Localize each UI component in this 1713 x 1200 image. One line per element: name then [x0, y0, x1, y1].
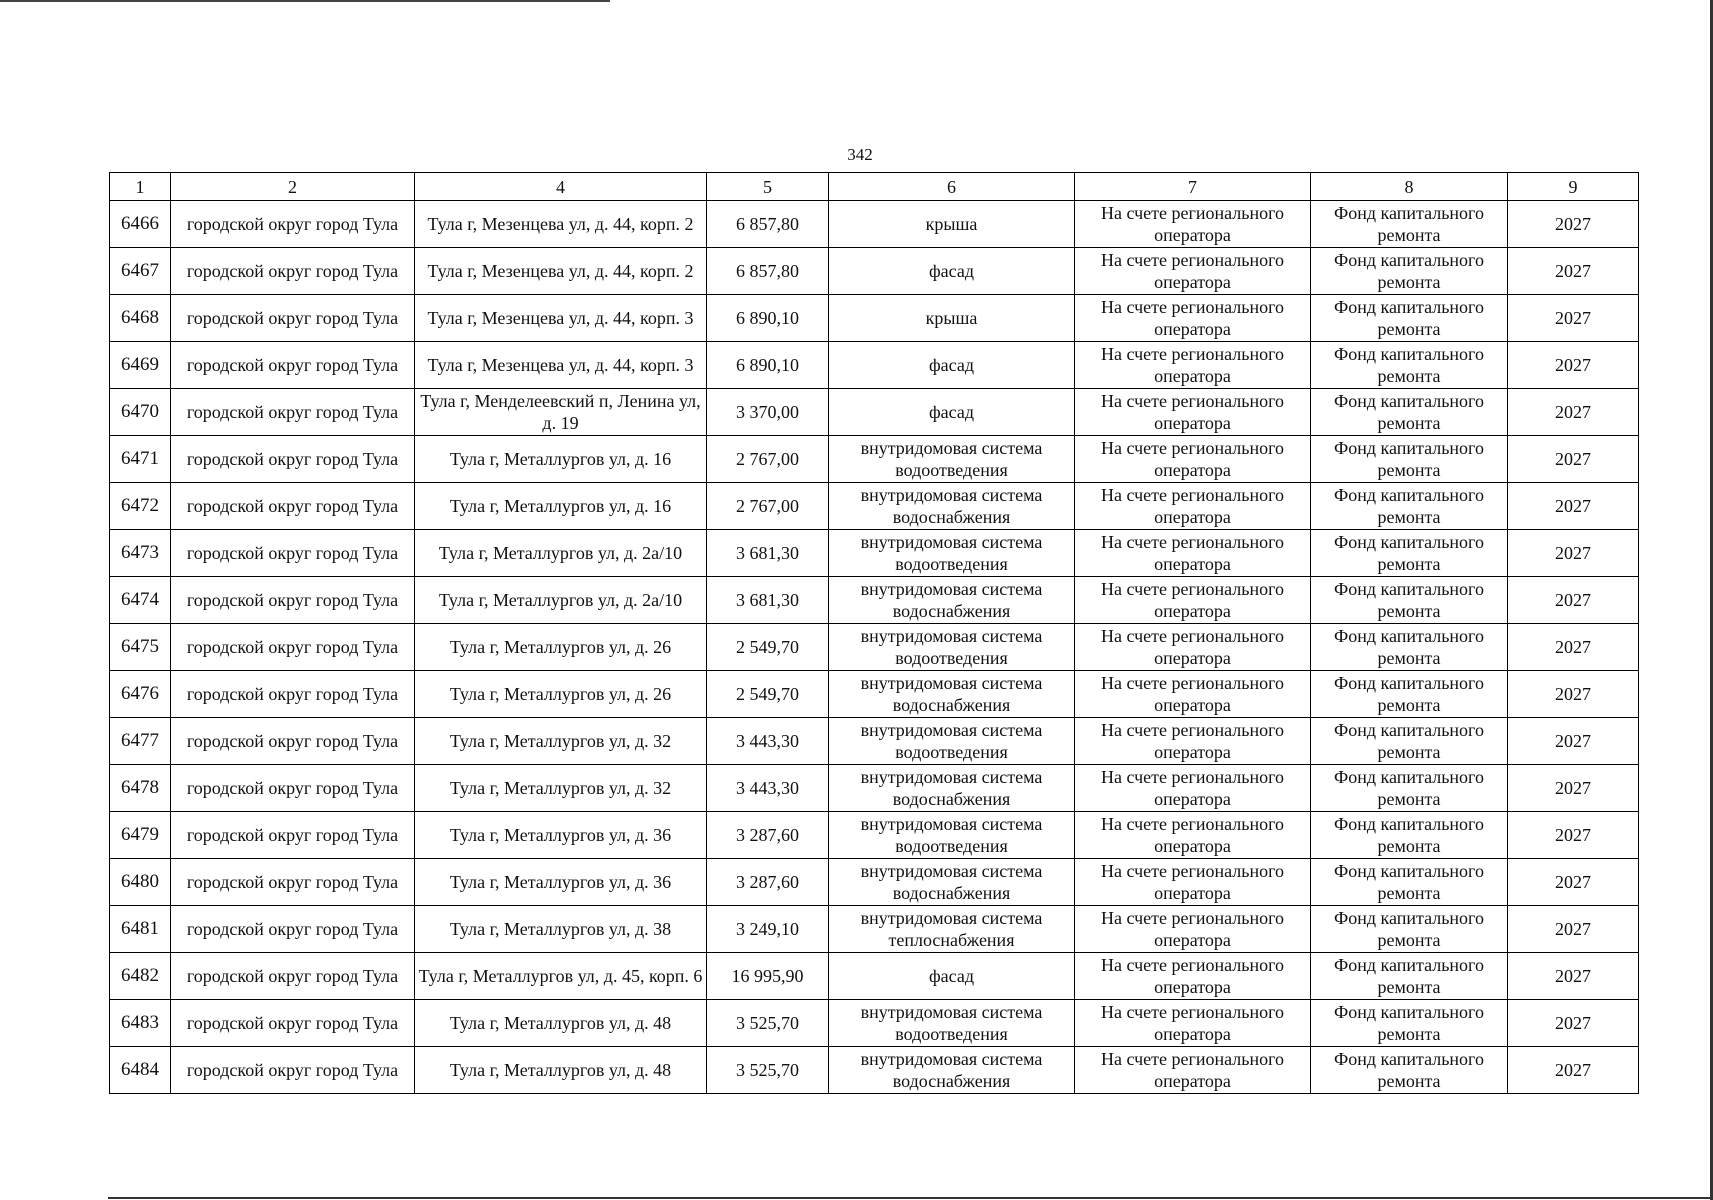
address-cell: Тула г, Металлургов ул, д. 38 [415, 906, 707, 953]
row-number-cell: 6483 [110, 1000, 171, 1047]
area-cell: 6 857,80 [707, 248, 829, 295]
funding-source-cell: Фонд капитального ремонта [1311, 1047, 1508, 1094]
table-row [110, 953, 1639, 1000]
year-cell: 2027 [1508, 1000, 1639, 1047]
area-cell: 2 549,70 [707, 624, 829, 671]
account-method-cell: На счете регионального оператора [1075, 671, 1311, 718]
municipality-cell: городской округ город Тула [171, 436, 415, 483]
work-type-cell: внутридомовая система водоотведения [829, 812, 1075, 859]
account-method-cell: На счете регионального оператора [1075, 530, 1311, 577]
row-number-cell: 6479 [110, 812, 171, 859]
area-cell: 3 443,30 [707, 765, 829, 812]
account-method-cell: На счете регионального оператора [1075, 859, 1311, 906]
row-number-cell: 6476 [110, 671, 171, 718]
area-cell: 3 287,60 [707, 812, 829, 859]
column-header: 1 [110, 173, 171, 201]
area-cell: 2 767,00 [707, 436, 829, 483]
address-cell: Тула г, Металлургов ул, д. 2а/10 [415, 530, 707, 577]
year-cell: 2027 [1508, 953, 1639, 1000]
work-type-cell: фасад [829, 389, 1075, 436]
work-type-cell: внутридомовая система теплоснабжения [829, 906, 1075, 953]
scan-edge-top [0, 0, 610, 2]
funding-source-cell: Фонд капитального ремонта [1311, 812, 1508, 859]
year-cell: 2027 [1508, 671, 1639, 718]
municipality-cell: городской округ город Тула [171, 483, 415, 530]
address-cell: Тула г, Менделеевский п, Ленина ул, д. 19 [415, 389, 707, 436]
header-row [110, 173, 1639, 201]
work-type-cell: фасад [829, 248, 1075, 295]
table-row [110, 812, 1639, 859]
municipality-cell: городской округ город Тула [171, 953, 415, 1000]
work-type-cell: внутридомовая система водоснабжения [829, 671, 1075, 718]
area-cell: 16 995,90 [707, 953, 829, 1000]
municipality-cell: городской округ город Тула [171, 577, 415, 624]
municipality-cell: городской округ город Тула [171, 765, 415, 812]
address-cell: Тула г, Мезенцева ул, д. 44, корп. 2 [415, 201, 707, 248]
row-number-cell: 6470 [110, 389, 171, 436]
year-cell: 2027 [1508, 859, 1639, 906]
area-cell: 6 890,10 [707, 342, 829, 389]
table-row [110, 389, 1639, 436]
address-cell: Тула г, Металлургов ул, д. 16 [415, 483, 707, 530]
funding-source-cell: Фонд капитального ремонта [1311, 295, 1508, 342]
table-row [110, 718, 1639, 765]
area-cell: 2 549,70 [707, 671, 829, 718]
table-row [110, 906, 1639, 953]
row-number-cell: 6475 [110, 624, 171, 671]
row-number-cell: 6484 [110, 1047, 171, 1094]
table-row [110, 577, 1639, 624]
municipality-cell: городской округ город Тула [171, 201, 415, 248]
row-number-cell: 6482 [110, 953, 171, 1000]
address-cell: Тула г, Металлургов ул, д. 16 [415, 436, 707, 483]
register-table [109, 172, 1639, 1094]
column-header: 4 [415, 173, 707, 201]
account-method-cell: На счете регионального оператора [1075, 906, 1311, 953]
area-cell: 3 525,70 [707, 1000, 829, 1047]
table-row [110, 1047, 1639, 1094]
funding-source-cell: Фонд капитального ремонта [1311, 671, 1508, 718]
account-method-cell: На счете регионального оператора [1075, 483, 1311, 530]
municipality-cell: городской округ город Тула [171, 389, 415, 436]
work-type-cell: внутридомовая система водоснабжения [829, 765, 1075, 812]
table-row [110, 624, 1639, 671]
row-number-cell: 6480 [110, 859, 171, 906]
row-number-cell: 6473 [110, 530, 171, 577]
funding-source-cell: Фонд капитального ремонта [1311, 765, 1508, 812]
address-cell: Тула г, Металлургов ул, д. 36 [415, 859, 707, 906]
row-number-cell: 6472 [110, 483, 171, 530]
account-method-cell: На счете регионального оператора [1075, 718, 1311, 765]
year-cell: 2027 [1508, 1047, 1639, 1094]
work-type-cell: внутридомовая система водоснабжения [829, 483, 1075, 530]
area-cell: 3 681,30 [707, 530, 829, 577]
year-cell: 2027 [1508, 624, 1639, 671]
table-body [110, 201, 1639, 1094]
area-cell: 3 443,30 [707, 718, 829, 765]
municipality-cell: городской округ город Тула [171, 248, 415, 295]
account-method-cell: На счете регионального оператора [1075, 577, 1311, 624]
work-type-cell: крыша [829, 295, 1075, 342]
work-type-cell: внутридомовая система водоотведения [829, 530, 1075, 577]
account-method-cell: На счете регионального оператора [1075, 342, 1311, 389]
work-type-cell: внутридомовая система водоотведения [829, 624, 1075, 671]
table-row [110, 201, 1639, 248]
table-row [110, 436, 1639, 483]
funding-source-cell: Фонд капитального ремонта [1311, 953, 1508, 1000]
year-cell: 2027 [1508, 483, 1639, 530]
year-cell: 2027 [1508, 718, 1639, 765]
table-row [110, 483, 1639, 530]
area-cell: 3 681,30 [707, 577, 829, 624]
table-row [110, 342, 1639, 389]
year-cell: 2027 [1508, 906, 1639, 953]
address-cell: Тула г, Мезенцева ул, д. 44, корп. 3 [415, 295, 707, 342]
work-type-cell: крыша [829, 201, 1075, 248]
column-header: 7 [1075, 173, 1311, 201]
table-row [110, 859, 1639, 906]
municipality-cell: городской округ город Тула [171, 295, 415, 342]
account-method-cell: На счете регионального оператора [1075, 1000, 1311, 1047]
municipality-cell: городской округ город Тула [171, 530, 415, 577]
address-cell: Тула г, Металлургов ул, д. 32 [415, 765, 707, 812]
area-cell: 2 767,00 [707, 483, 829, 530]
table-row [110, 765, 1639, 812]
municipality-cell: городской округ город Тула [171, 1047, 415, 1094]
work-type-cell: фасад [829, 342, 1075, 389]
area-cell: 3 525,70 [707, 1047, 829, 1094]
funding-source-cell: Фонд капитального ремонта [1311, 1000, 1508, 1047]
funding-source-cell: Фонд капитального ремонта [1311, 436, 1508, 483]
account-method-cell: На счете регионального оператора [1075, 624, 1311, 671]
year-cell: 2027 [1508, 342, 1639, 389]
address-cell: Тула г, Мезенцева ул, д. 44, корп. 3 [415, 342, 707, 389]
table-header [110, 173, 1639, 201]
funding-source-cell: Фонд капитального ремонта [1311, 906, 1508, 953]
row-number-cell: 6469 [110, 342, 171, 389]
address-cell: Тула г, Металлургов ул, д. 26 [415, 671, 707, 718]
year-cell: 2027 [1508, 201, 1639, 248]
row-number-cell: 6466 [110, 201, 171, 248]
municipality-cell: городской округ город Тула [171, 859, 415, 906]
year-cell: 2027 [1508, 577, 1639, 624]
account-method-cell: На счете регионального оператора [1075, 953, 1311, 1000]
municipality-cell: городской округ город Тула [171, 812, 415, 859]
table-row [110, 1000, 1639, 1047]
funding-source-cell: Фонд капитального ремонта [1311, 483, 1508, 530]
row-number-cell: 6478 [110, 765, 171, 812]
area-cell: 3 287,60 [707, 859, 829, 906]
row-number-cell: 6467 [110, 248, 171, 295]
work-type-cell: внутридомовая система водоотведения [829, 718, 1075, 765]
work-type-cell: внутридомовая система водоснабжения [829, 577, 1075, 624]
column-header: 2 [171, 173, 415, 201]
funding-source-cell: Фонд капитального ремонта [1311, 530, 1508, 577]
municipality-cell: городской округ город Тула [171, 624, 415, 671]
work-type-cell: внутридомовая система водоотведения [829, 436, 1075, 483]
address-cell: Тула г, Металлургов ул, д. 26 [415, 624, 707, 671]
account-method-cell: На счете регионального оператора [1075, 295, 1311, 342]
funding-source-cell: Фонд капитального ремонта [1311, 201, 1508, 248]
funding-source-cell: Фонд капитального ремонта [1311, 389, 1508, 436]
address-cell: Тула г, Металлургов ул, д. 36 [415, 812, 707, 859]
area-cell: 6 890,10 [707, 295, 829, 342]
account-method-cell: На счете регионального оператора [1075, 201, 1311, 248]
address-cell: Тула г, Металлургов ул, д. 48 [415, 1047, 707, 1094]
year-cell: 2027 [1508, 812, 1639, 859]
year-cell: 2027 [1508, 765, 1639, 812]
funding-source-cell: Фонд капитального ремонта [1311, 342, 1508, 389]
work-type-cell: внутридомовая система водоснабжения [829, 1047, 1075, 1094]
funding-source-cell: Фонд капитального ремонта [1311, 718, 1508, 765]
year-cell: 2027 [1508, 530, 1639, 577]
account-method-cell: На счете регионального оператора [1075, 436, 1311, 483]
municipality-cell: городской округ город Тула [171, 1000, 415, 1047]
municipality-cell: городской округ город Тула [171, 718, 415, 765]
municipality-cell: городской округ город Тула [171, 671, 415, 718]
address-cell: Тула г, Металлургов ул, д. 2а/10 [415, 577, 707, 624]
column-header: 5 [707, 173, 829, 201]
municipality-cell: городской округ город Тула [171, 342, 415, 389]
address-cell: Тула г, Металлургов ул, д. 48 [415, 1000, 707, 1047]
municipality-cell: городской округ город Тула [171, 906, 415, 953]
column-header: 6 [829, 173, 1075, 201]
work-type-cell: внутридомовая система водоснабжения [829, 859, 1075, 906]
account-method-cell: На счете регионального оператора [1075, 248, 1311, 295]
account-method-cell: На счете регионального оператора [1075, 1047, 1311, 1094]
area-cell: 6 857,80 [707, 201, 829, 248]
table-row [110, 295, 1639, 342]
year-cell: 2027 [1508, 389, 1639, 436]
row-number-cell: 6481 [110, 906, 171, 953]
address-cell: Тула г, Мезенцева ул, д. 44, корп. 2 [415, 248, 707, 295]
column-header: 9 [1508, 173, 1639, 201]
row-number-cell: 6471 [110, 436, 171, 483]
address-cell: Тула г, Металлургов ул, д. 45, корп. 6 [415, 953, 707, 1000]
row-number-cell: 6474 [110, 577, 171, 624]
funding-source-cell: Фонд капитального ремонта [1311, 248, 1508, 295]
year-cell: 2027 [1508, 248, 1639, 295]
funding-source-cell: Фонд капитального ремонта [1311, 624, 1508, 671]
funding-source-cell: Фонд капитального ремонта [1311, 859, 1508, 906]
area-cell: 3 370,00 [707, 389, 829, 436]
work-type-cell: внутридомовая система водоотведения [829, 1000, 1075, 1047]
year-cell: 2027 [1508, 436, 1639, 483]
account-method-cell: На счете регионального оператора [1075, 812, 1311, 859]
account-method-cell: На счете регионального оператора [1075, 765, 1311, 812]
row-number-cell: 6477 [110, 718, 171, 765]
funding-source-cell: Фонд капитального ремонта [1311, 577, 1508, 624]
account-method-cell: На счете регионального оператора [1075, 389, 1311, 436]
row-number-cell: 6468 [110, 295, 171, 342]
area-cell: 3 249,10 [707, 906, 829, 953]
table-row [110, 530, 1639, 577]
year-cell: 2027 [1508, 295, 1639, 342]
table-row [110, 248, 1639, 295]
address-cell: Тула г, Металлургов ул, д. 32 [415, 718, 707, 765]
scan-edge-bottom [108, 1197, 1713, 1199]
column-header: 8 [1311, 173, 1508, 201]
page-number: 342 [847, 145, 873, 164]
table-row [110, 671, 1639, 718]
work-type-cell: фасад [829, 953, 1075, 1000]
